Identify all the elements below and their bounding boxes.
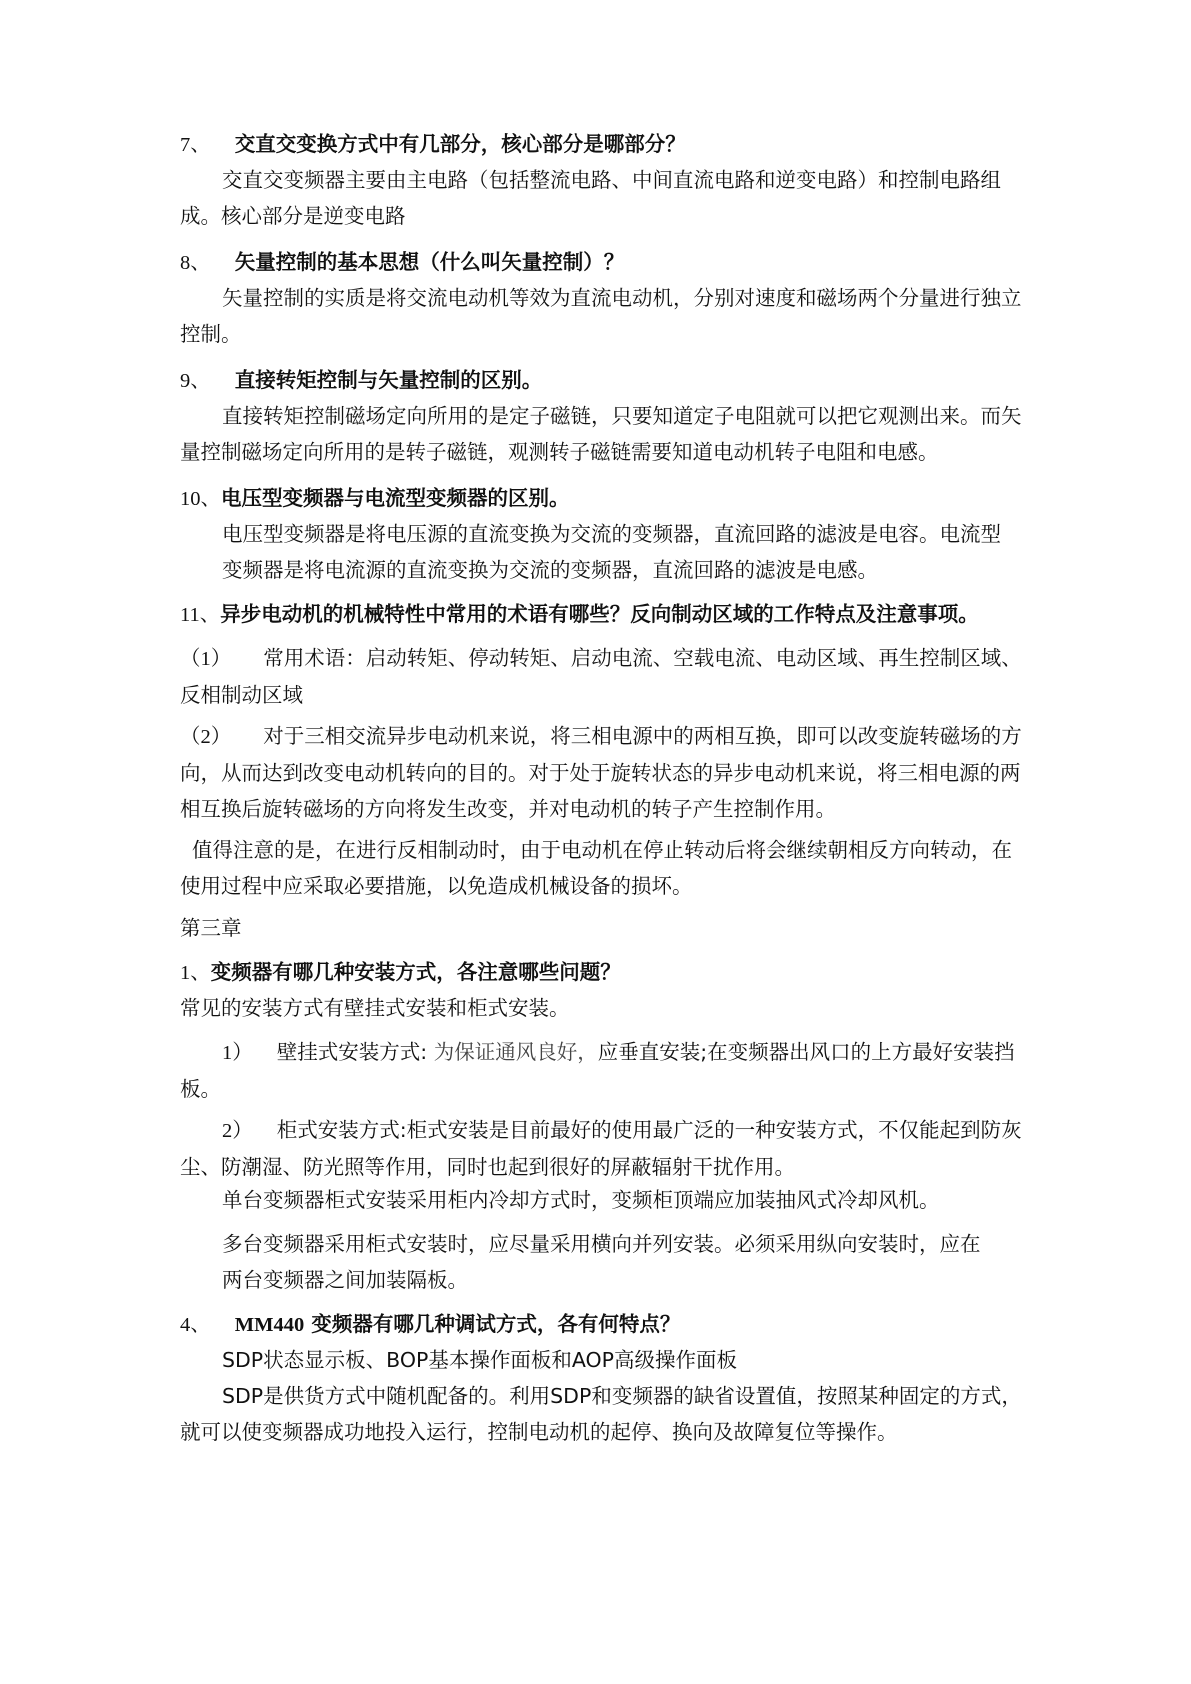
chapter-heading: 第三章: [180, 916, 242, 940]
extra-line-1: 单台变频器柜式安装采用柜内冷却方式时，变频柜顶端应加装抽风式冷却风机。: [222, 1188, 940, 1212]
list-item: [180, 640, 1025, 713]
list-item-label: 壁挂式安装方式:: [276, 1040, 428, 1064]
answer-4-line-1: SDP状态显示板、BOP基本操作面板和AOP高级操作面板: [222, 1348, 738, 1372]
list-item-text-gray: 为保证通风良好，: [433, 1040, 598, 1064]
list-item-text: 常用术语：启动转矩、停动转矩、启动电流、空载电流、电动区域、再生控制区域、反相制动区域: [180, 646, 1022, 707]
list-item: [180, 1112, 1025, 1185]
question-text: 交直交变换方式中有几部分，核心部分是哪部分？: [234, 132, 686, 156]
question-text: 变频器有哪几种调试方式，各有何特点？: [311, 1312, 681, 1336]
list-item-text: 柜式安装方式:柜式安装是目前最好的使用最广泛的一种安装方式，不仅能起到防灰尘、防潮湿、防光照等作用，同时也起到很好的屏蔽辐射干扰作用。: [180, 1118, 1022, 1179]
list-marker: （1）: [180, 648, 232, 670]
list-item: [180, 1034, 1025, 1107]
question-number: 9、: [180, 370, 211, 392]
answer-4-paragraph: SDP是供货方式中随机配备的。利用SDP和变频器的缺省设置值，按照某种固定的方式，就可以使变频器成功地投入运行，控制电动机的起停、换向及故障复位等操作。: [180, 1384, 1022, 1444]
question-9: [180, 362, 1025, 399]
list-marker: 1）: [222, 1042, 253, 1064]
chapter-question-4: [180, 1306, 1025, 1343]
list-item-text: 对于三相交流异步电动机来说，将三相电源中的两相互换，即可以改变旋转磁场的方向，从而达到改变电动机转向的目的。对于处于旋转状态的异步电动机来说，将三相电源的两相互换后旋转磁场的方向将发生改变，并对电动机的转子产生控制作用。: [180, 724, 1022, 821]
answer-10-line-1: 电压型变频器是将电压源的直流变换为交流的变频器，直流回路的滤波是电容。电流型: [222, 522, 1001, 546]
answer-7: 交直交变频器主要由主电路（包括整流电路、中间直流电路和逆变电路）和控制电路组成。核心部分是逆变电路: [180, 168, 1001, 228]
question-text: 异步电动机的机械特性中常用的术语有哪些？反向制动区域的工作特点及注意事项。: [220, 602, 979, 626]
model-number: MM440: [234, 1314, 305, 1336]
chapter-question-1: [180, 954, 1025, 991]
question-number: 8、: [180, 252, 211, 274]
question-11: [180, 596, 1025, 633]
question-10: [180, 480, 1025, 517]
extra-line-2: 多台变频器采用柜式安装时，应尽量采用横向并列安装。必须采用纵向安装时，应在: [222, 1232, 981, 1256]
question-text: 直接转矩控制与矢量控制的区别。: [234, 368, 543, 392]
question-number: 1、: [180, 962, 211, 984]
question-number: 10、: [180, 488, 221, 510]
question-text: 电压型变频器与电流型变频器的区别。: [221, 486, 570, 510]
list-item: [180, 718, 1025, 827]
question-8: [180, 244, 1025, 281]
question-7: [180, 126, 1025, 163]
answer-10-line-2: 变频器是将电流源的直流变换为交流的变频器，直流回路的滤波是电感。: [222, 558, 878, 582]
note-paragraph: 值得注意的是，在进行反相制动时，由于电动机在停止转动后将会继续朝相反方向转动，在使用过程中应采取必要措施，以免造成机械设备的损坏。: [180, 838, 1012, 898]
list-marker: 2）: [222, 1120, 253, 1142]
extra-line-3: 两台变频器之间加装隔板。: [222, 1268, 468, 1292]
list-item-text: 应垂直安装;在变频器出风口的上方最好安装挡板。: [180, 1040, 1015, 1101]
question-text: 矢量控制的基本思想（什么叫矢量控制）？: [234, 250, 625, 274]
question-number: 11、: [180, 604, 221, 626]
answer-intro: 常见的安装方式有壁挂式安装和柜式安装。: [180, 996, 570, 1020]
question-number: 7、: [180, 134, 211, 156]
answer-9: 直接转矩控制磁场定向所用的是定子磁链，只要知道定子电阻就可以把它观测出来。而矢量控制磁场定向所用的是转子磁链，观测转子磁链需要知道电动机转子电阻和电感。: [180, 404, 1022, 464]
list-marker: （2）: [180, 726, 232, 748]
question-text: 变频器有哪几种安装方式，各注意哪些问题？: [210, 960, 621, 984]
answer-8: 矢量控制的实质是将交流电动机等效为直流电动机，分别对速度和磁场两个分量进行独立控制。: [180, 286, 1022, 346]
question-number: 4、: [180, 1314, 211, 1336]
